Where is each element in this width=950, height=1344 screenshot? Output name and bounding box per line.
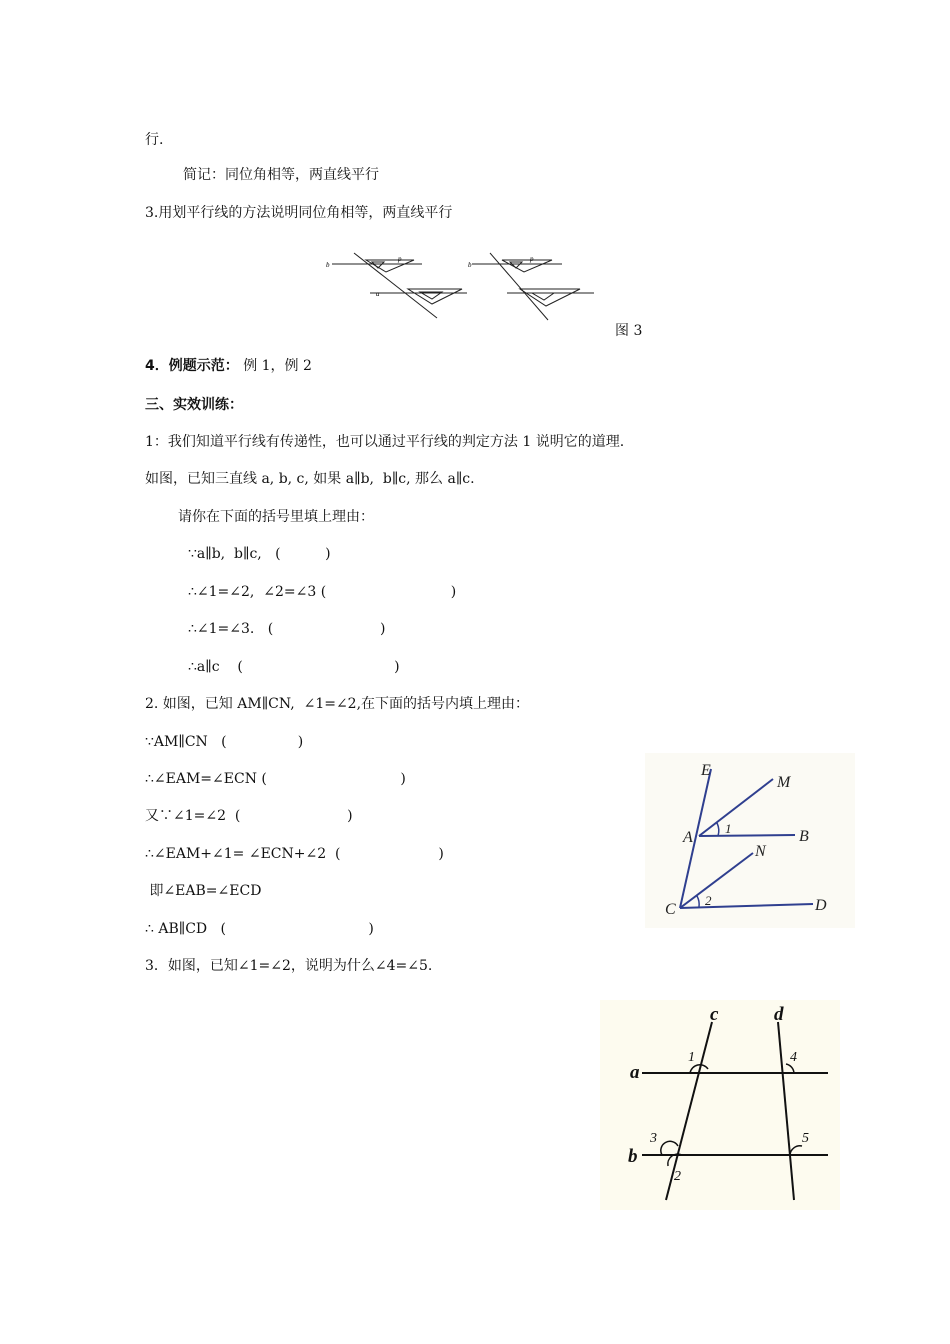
label-angle-3: 3 [650,1131,657,1146]
label-c: C [665,901,676,918]
label-c: c [710,1004,719,1025]
proof-step-3: ∴∠1=∠3. ( ) [188,621,386,637]
ruler-label-b-right: b [468,261,472,269]
ruler-label-b: b [326,261,330,269]
label-angle-2: 2 [705,893,712,908]
proof2-step-2: ∴∠EAM=∠ECN ( ) [145,771,406,787]
figure-3-ruler-diagram [322,248,622,328]
proof2-step-3: 又∵∠1=∠2 ( ) [145,808,353,824]
label-angle-1: 1 [688,1050,695,1065]
label-d: d [774,1004,784,1025]
ray-ab [699,835,795,836]
figure-parallel-abcd [600,1000,840,1210]
text-line-q1: 1：我们知道平行线有传递性，也可以通过平行线的判定方法 1 说明它的道理. [145,434,625,450]
text-line-q1-given: 如图，已知三直线 a, b, c, 如果 a∥b, b∥c, 那么 a∥c. [145,471,475,487]
figure-abcd-background [600,1000,840,1210]
ruler-label-a: a [376,290,380,298]
label-a: a [630,1062,640,1083]
text-line-q2: 2. 如图，已知 AM∥CN, ∠1=∠2,在下面的括号内填上理由： [145,696,530,712]
text-line-example [145,357,312,375]
label-angle-5: 5 [802,1131,809,1146]
ruler-drawing-right [472,253,594,320]
label-d: D [815,897,827,914]
text-line-q3: 3．如图，已知∠1=∠2，说明为什么∠4=∠5. [145,958,433,974]
example-label: 4．例题示范： [145,358,239,374]
ruler-label-p: p [398,255,402,263]
text-line-1: 行. [145,132,164,148]
example-text: 例 1，例 2 [238,358,312,374]
proof2-step-6: ∴ AB∥CD ( ) [145,921,374,937]
figure-3-caption: 图 3 [615,323,643,339]
text-line-q1-instruction: 请你在下面的括号里填上理由： [178,509,374,525]
ruler-label-p-right: p [530,255,534,263]
label-angle-1: 1 [725,821,732,836]
label-a: A [683,829,693,846]
proof2-step-5: 即∠EAB=∠ECD [145,883,262,899]
text-line-3: 3.用划平行线的方法说明同位角相等，两直线平行 [145,205,453,221]
proof-step-2: ∴∠1=∠2, ∠2=∠3 ( ) [188,584,457,600]
proof-step-4: ∴a∥c ( ) [188,659,400,675]
proof-step-1: ∵a∥b, b∥c, ( ) [188,546,331,562]
text-line-summary: 简记：同位角相等，两直线平行 [183,167,379,183]
label-angle-2: 2 [674,1169,681,1184]
label-b: b [628,1146,638,1167]
label-m: M [777,774,791,791]
proof2-step-4: ∴∠EAM+∠1= ∠ECN+∠2 ( ) [145,846,444,862]
section-heading: 三、实效训练： [145,397,243,413]
figure-am-cn [645,753,855,928]
label-angle-4: 4 [790,1050,797,1065]
proof2-step-1: ∵AM∥CN ( ) [145,734,304,750]
label-b: B [799,828,809,845]
label-n: N [755,843,766,860]
label-e: E [701,762,711,779]
